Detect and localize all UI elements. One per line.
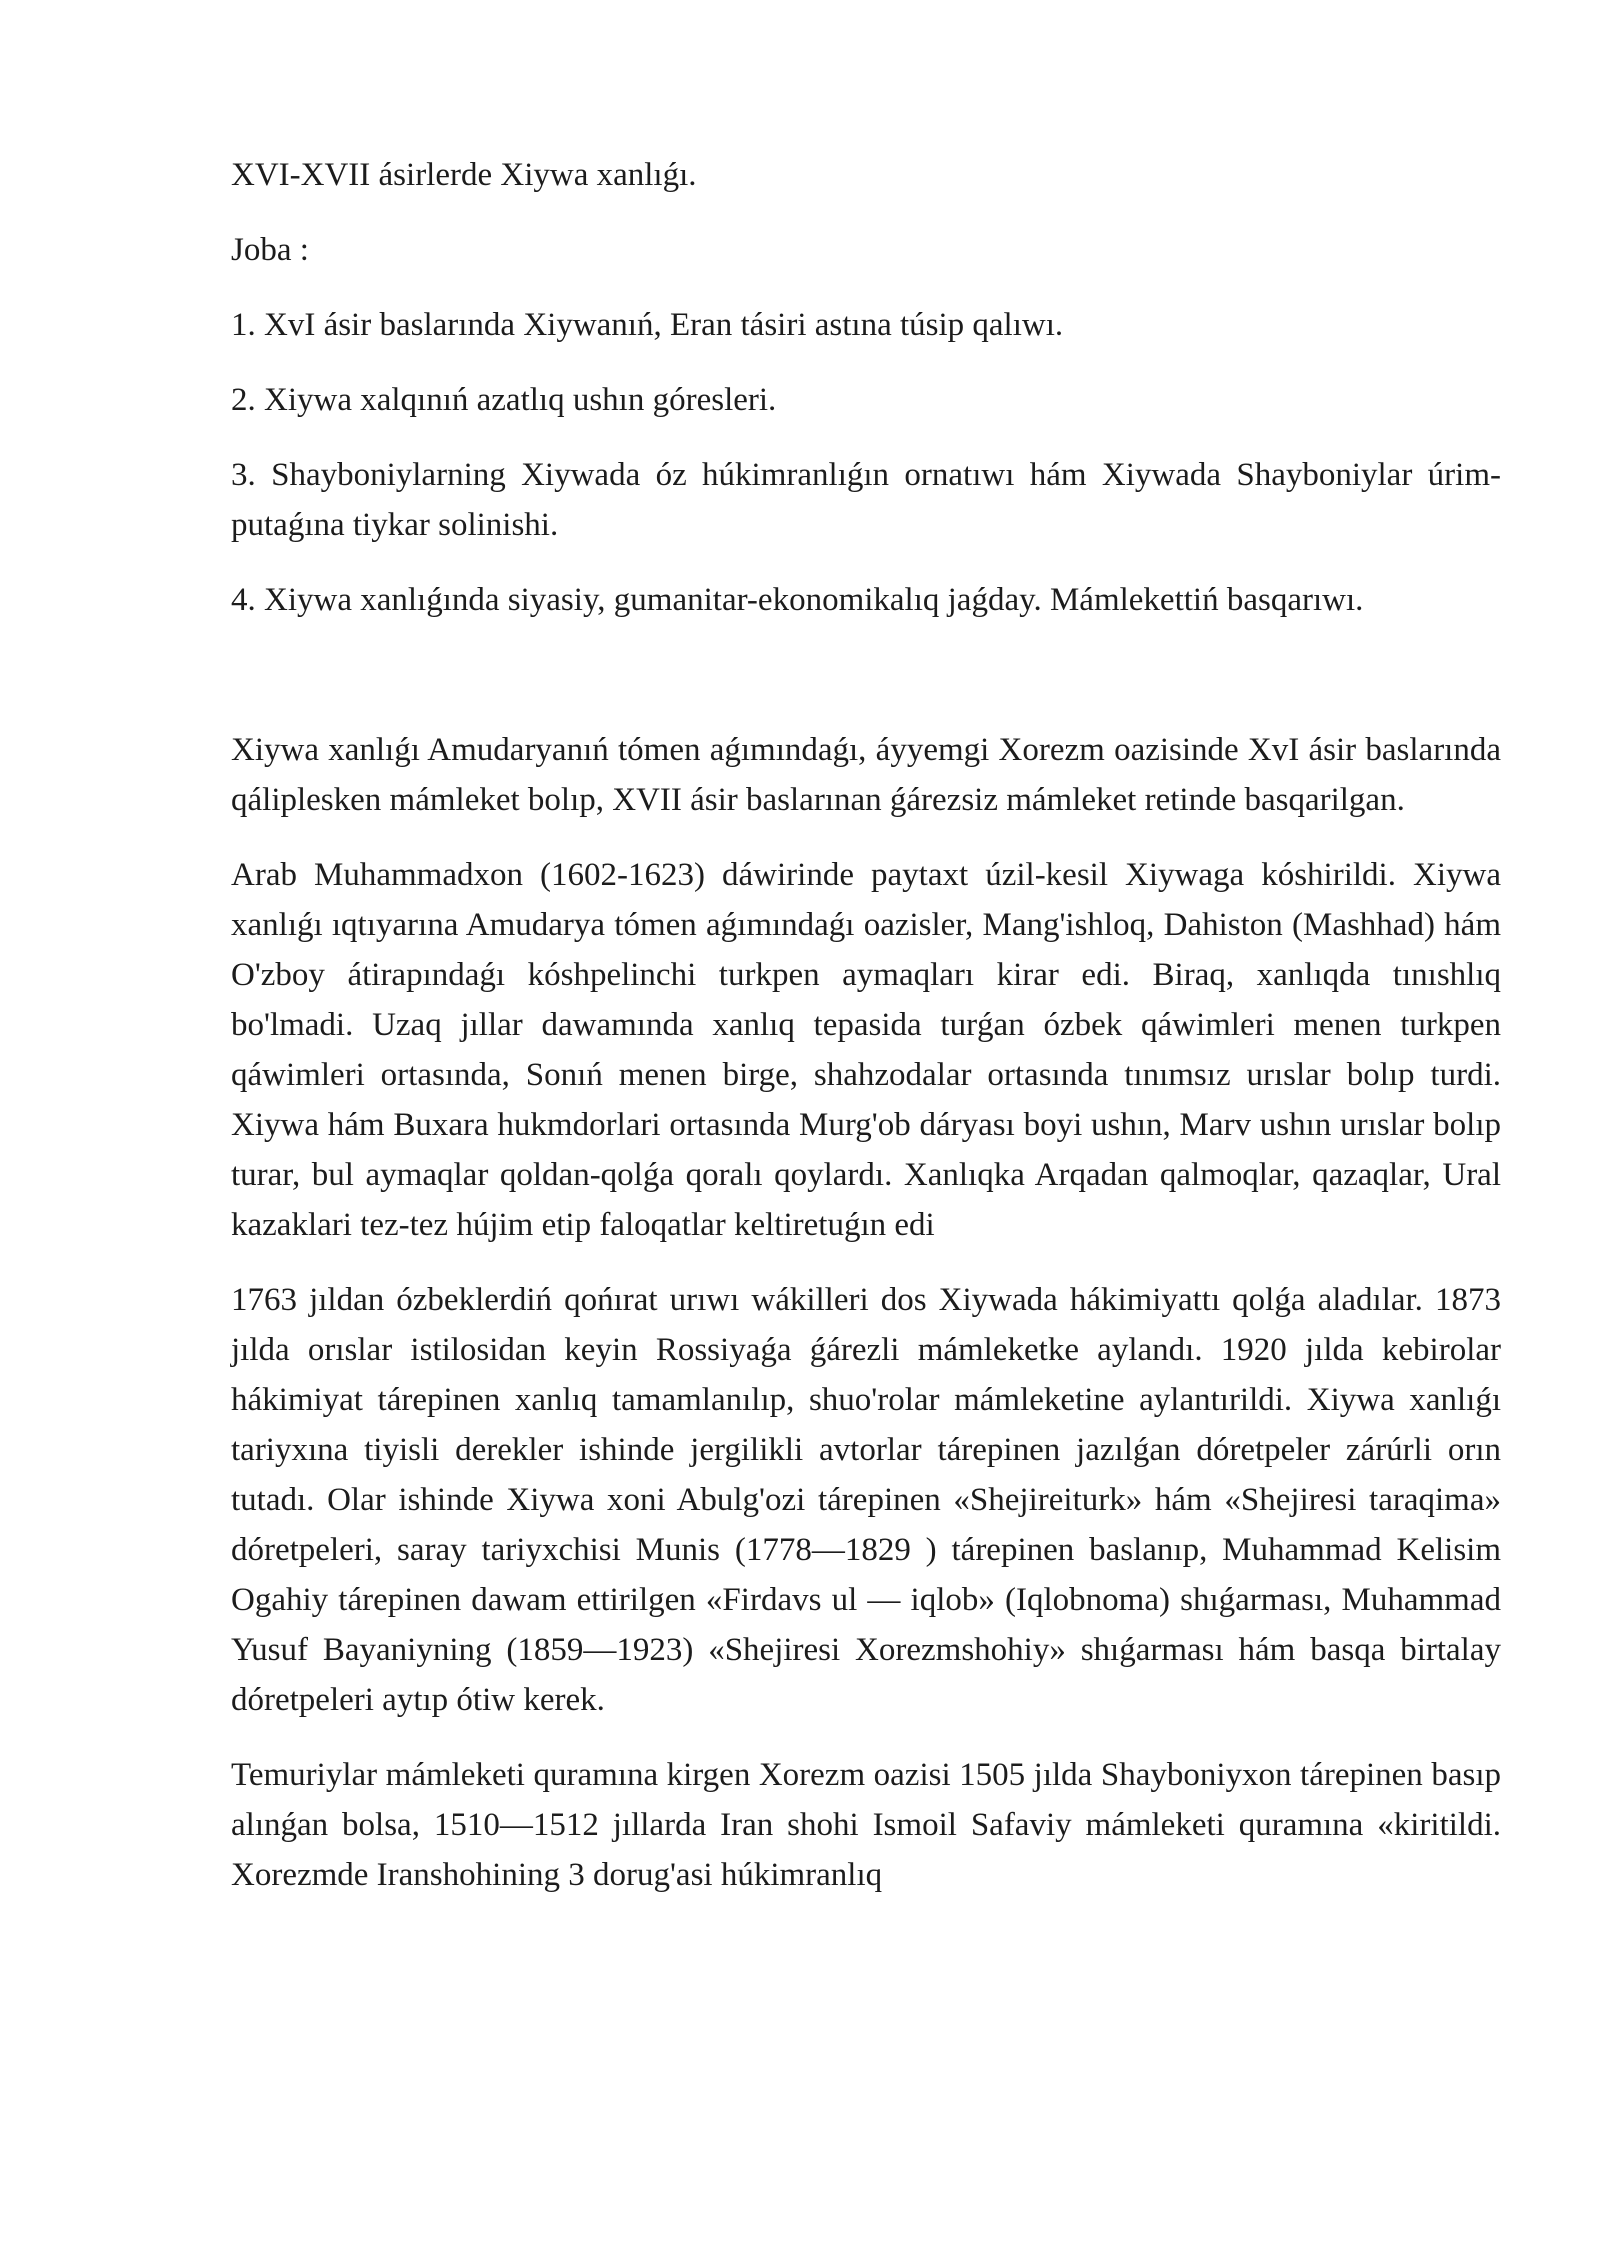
plan-item-2: 2. Xiywa xalqınıń azatlıq ushın góresleri. bbox=[231, 382, 777, 418]
plan-item-1: 1. XvI ásir baslarında Xiywanıń, Eran tásiri astına túsip qalıwı. bbox=[231, 307, 1064, 343]
body-paragraph-2: Arab Muhammadxon (1602-1623) dáwirinde paytaxt úzil-kesil Xiywaga kóshirildi. Xiywa xanlıǵı ıqtıyarına Amudarya tómen aǵımındaǵı oazisler, Mang'ishloq, Dahiston (Mashhad) hám O'zboy átirapındaǵı kóshpelinchi turkpen aymaqları kirar edi. Biraq, xanlıqda tınıshlıq bo'lmadi. Uzaq jıllar dawamında xanlıq tepasida turǵan ózbek qáwimleri menen turkpen qáwimleri ortasında, Sonıń menen birge, shahzodalar ortasında tınımsız urıslar bolıp turdi. Xiywa hám Buxara hukmdorlari ortasında Murg'ob dáryası boyi ushın, Marv ushın urıslar bolıp turar, bul aymaqlar qoldan-qolǵa qoralı qoylardı. Xanlıqka Arqadan qalmoqlar, qazaqlar, Ural kazaklari tez-tez hújim etip faloqatlar keltiretuǵın edi bbox=[231, 857, 1501, 1243]
document-body bbox=[231, 150, 1501, 1925]
body-paragraph-3: 1763 jıldan ózbeklerdiń qońırat urıwı wákilleri dos Xiywada hákimiyattı qolǵa aladılar. 1873 jılda orıslar istilosidan keyin Rossiyaǵa ǵárezli mámleketke aylandı. 1920 jılda kebirolar hákimiyat tárepinen xanlıq tamamlanılıp, shuo'rolar mámleketine aylantırildi. Xiywa xanlıǵı tariyxına tiyisli derekler ishinde jergilikli avtorlar tárepinen jazılǵan dóretpeler zárúrli orın tutadı. Olar ishinde Xiywa xoni Abulg'ozi tárepinen «Shejireiturk» hám «Shejiresi taraqima» dóretpeleri, saray tariyxchisi Munis (1778—1829 ) tárepinen baslanıp, Muhammad Kelisim Ogahiy tárepinen dawam ettirilgen «Firdavs ul — iqlob» (Iqlobnoma) shıǵarması, Muhammad Yusuf Bayaniyning (1859—1923) «Shejiresi Xorezmshohiy» shıǵarması hám basqa birtalay dóretpeleri aytıp ótiw kerek. bbox=[231, 1282, 1501, 1718]
plan-item-4: 4. Xiywa xanlıǵında siyasiy, gumanitar-ekonomikalıq jaǵday. Mámlekettiń basqarıwı. bbox=[231, 582, 1364, 618]
plan-item-3: 3. Shayboniylarning Xiywada óz húkimranlıǵın ornatıwı hám Xiywada Shayboniylar úrim-putaǵına tiykar solinishi. bbox=[231, 457, 1501, 543]
body-paragraph-4: Temuriylar mámleketi quramına kirgen Xorezm oazisi 1505 jılda Shayboniyxon tárepinen basıp alınǵan bolsa, 1510—1512 jıllarda Iran shohi Ismoil Safaviy mámleketi quramına «kiritildi. Xorezmde Iranshohining 3 dorug'asi húkimranlıq bbox=[231, 1757, 1501, 1893]
plan-label: Joba : bbox=[231, 232, 309, 268]
section-spacer bbox=[231, 625, 1501, 725]
document-title: XVI-XVII ásirlerde Xiywa xanlıǵı. bbox=[231, 157, 697, 193]
body-paragraph-1: Xiywa xanlıǵı Amudaryanıń tómen aǵımındaǵı, áyyemgi Xorezm oazisinde XvI ásir baslarında qáliplesken mámleket bolıp, XVII ásir baslarınan ǵárezsiz mámleket retinde basqarilgan. bbox=[231, 732, 1501, 818]
